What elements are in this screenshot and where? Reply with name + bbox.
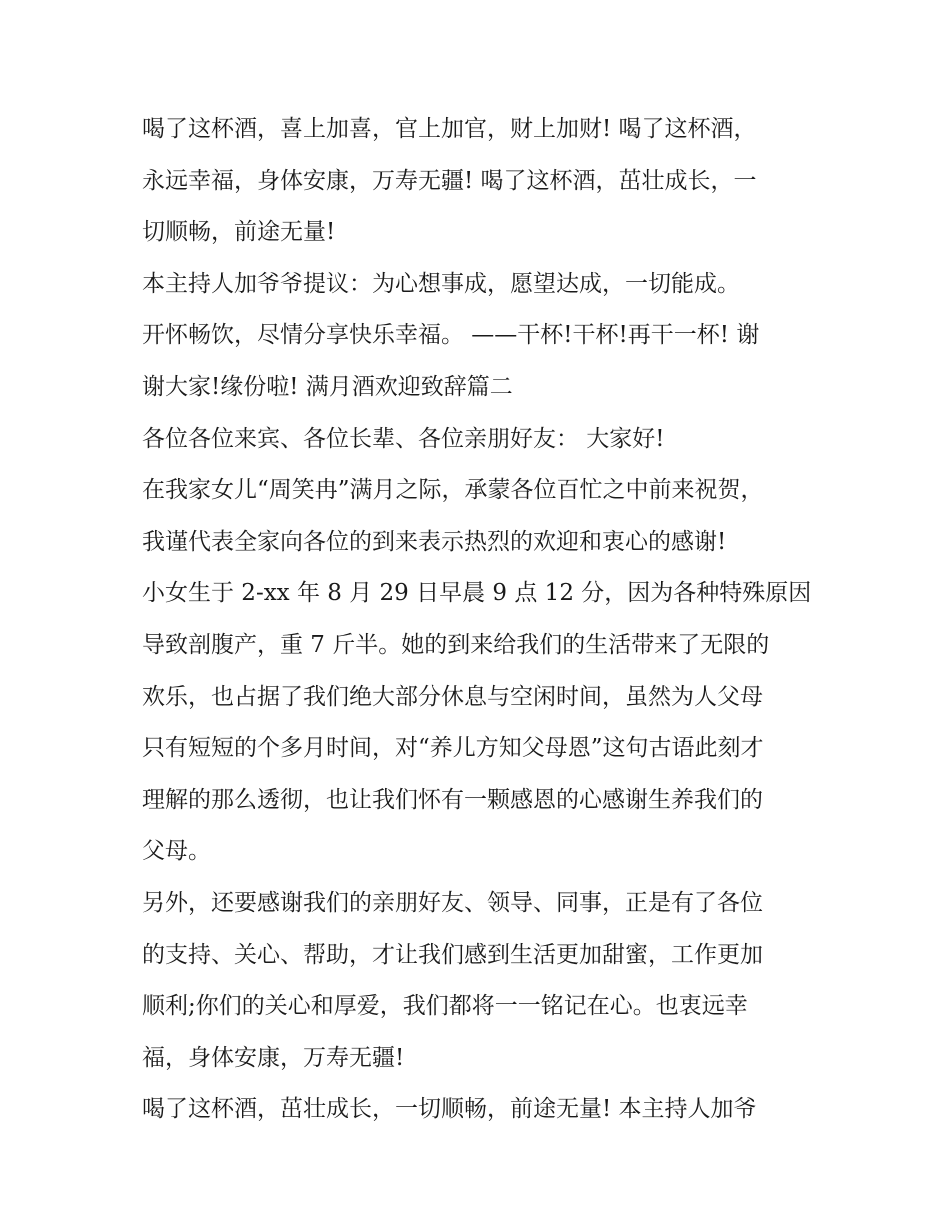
text-line: 导致剖腹产，重 7 斤半。她的到来给我们的生活带来了无限的 bbox=[142, 631, 770, 658]
text-line: 只有短短的个多月时间，对“养儿方知父母恩”这句古语此刻才 bbox=[142, 735, 764, 762]
text-line: 本主持人加爷爷提议：为心想事成，愿望达成，一切能成。 bbox=[142, 270, 740, 297]
text-line: 欢乐，也占据了我们绝大部分休息与空闲时间，虽然为人父母 bbox=[142, 683, 763, 710]
document-body bbox=[142, 104, 822, 1136]
text-line: 喝了这杯酒，茁壮成长，一切顺畅，前途无量! 本主持人加爷 bbox=[142, 1096, 757, 1123]
text-line: 福，身体安康，万寿无疆! bbox=[142, 1044, 405, 1071]
text-line: 切顺畅，前途无量! bbox=[142, 219, 336, 246]
text-line: 谢大家!缘份啦! 满月酒欢迎致辞篇二 bbox=[142, 373, 513, 400]
text-line: 我谨代表全家向各位的到来表示热烈的欢迎和衷心的感谢! bbox=[142, 528, 727, 555]
text-line: 的支持、关心、帮助，才让我们感到生活更加甜蜜，工作更加 bbox=[142, 941, 763, 968]
text-line: 开怀畅饮，尽情分享快乐幸福。 ——干杯!干杯!再干一杯! 谢 bbox=[142, 322, 760, 349]
text-line: 永远幸福，身体安康，万寿无疆! 喝了这杯酒，茁壮成长，一 bbox=[142, 167, 757, 194]
text-line: 喝了这杯酒，喜上加喜，官上加官，财上加财! 喝了这杯酒， bbox=[142, 116, 757, 142]
text-line: 在我家女儿“周笑冉”满月之际，承蒙各位百忙之中前来祝贺， bbox=[142, 477, 764, 504]
text-line: 理解的那么透彻，也让我们怀有一颗感恩的心感谢生养我们的 bbox=[142, 786, 763, 813]
text-line: 小女生于 2-xx 年 8 月 29 日早晨 9 点 12 分，因为各种特殊原因 bbox=[142, 580, 812, 607]
text-line: 各位各位来宾、各位长辈、各位亲朋好友： 大家好! bbox=[142, 425, 665, 452]
text-line: 顺利;你们的关心和厚爱，我们都将一一铭记在心。也衷远幸 bbox=[142, 993, 748, 1020]
text-line: 父母。 bbox=[142, 838, 211, 865]
text-line: 另外，还要感谢我们的亲朋好友、领导、同事，正是有了各位 bbox=[142, 889, 763, 916]
